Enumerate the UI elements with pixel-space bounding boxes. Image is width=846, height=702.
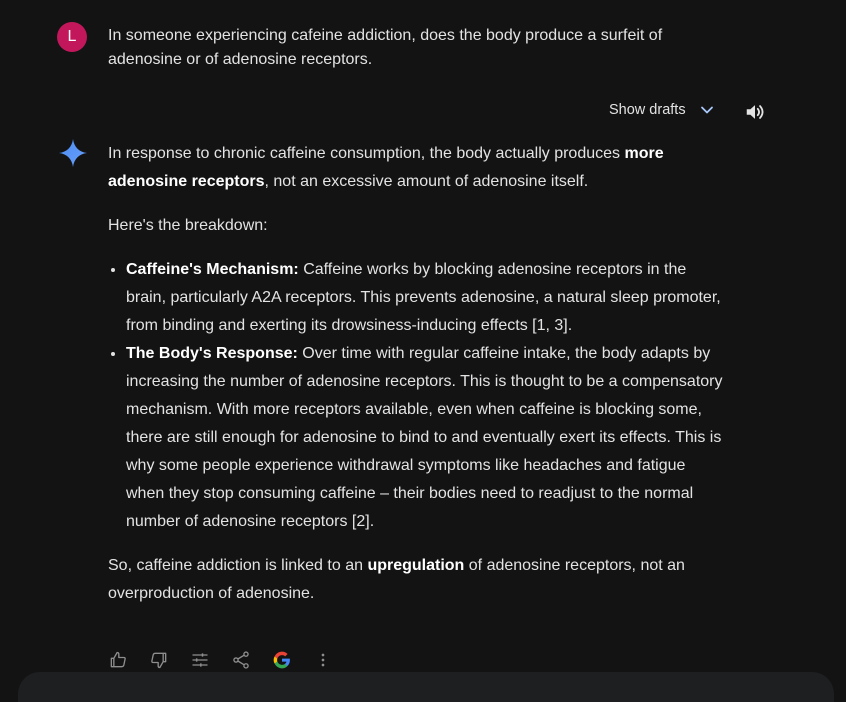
- chevron-down-icon: [700, 103, 714, 117]
- response-action-bar: [108, 650, 333, 670]
- response-conclusion: So, caffeine addiction is linked to an upregulation of adenosine receptors, not an overproduction of adenosine.: [108, 557, 685, 602]
- list-item: • The Body's Response: Over time with regular caffeine intake, the body adapts by increasing the number of adenosine receptors. This is thought to be a compensatory mechanism. With more receptors available, even when caffeine is blocking some, there are still enough for adenosine to bind to and eventually exert its effects. This is why some people experience withdrawal symptoms like headaches and fatigue when they stop consuming caffeine – their bodies need to readjust to the normal number of adenosine receptors [2].: [126, 340, 728, 536]
- modify-response-icon[interactable]: [190, 650, 210, 670]
- response-body: [108, 140, 728, 608]
- response-breakdown: Here's the breakdown:: [108, 217, 268, 234]
- google-search-icon[interactable]: [272, 650, 292, 670]
- response-intro: In response to chronic caffeine consumption, the body actually produces more adenosine receptors, not an excessive amount of adenosine itself.: [108, 145, 664, 190]
- show-drafts-label: Show drafts: [609, 102, 686, 118]
- gemini-sparkle-icon: [58, 138, 88, 168]
- speaker-icon[interactable]: [744, 101, 766, 123]
- user-query-text: In someone experiencing cafeine addiction, does the body produce a surfeit of adenosine or of adenosine receptors.: [108, 27, 663, 68]
- show-drafts-button[interactable]: [609, 102, 714, 118]
- prompt-input-bar[interactable]: [18, 672, 834, 702]
- user-avatar[interactable]: L: [57, 22, 87, 52]
- thumbs-down-icon[interactable]: [149, 650, 169, 670]
- thumbs-up-icon[interactable]: [108, 650, 128, 670]
- list-item: • Caffeine's Mechanism: Caffeine works by blocking adenosine receptors in the brain, particularly A2A receptors. This prevents adenosine, a natural sleep promoter, from binding and exerting its drowsiness-inducing effects [1, 3].: [126, 256, 728, 340]
- more-options-icon[interactable]: [313, 650, 333, 670]
- response-bullet-list: [108, 256, 728, 536]
- share-icon[interactable]: [231, 650, 251, 670]
